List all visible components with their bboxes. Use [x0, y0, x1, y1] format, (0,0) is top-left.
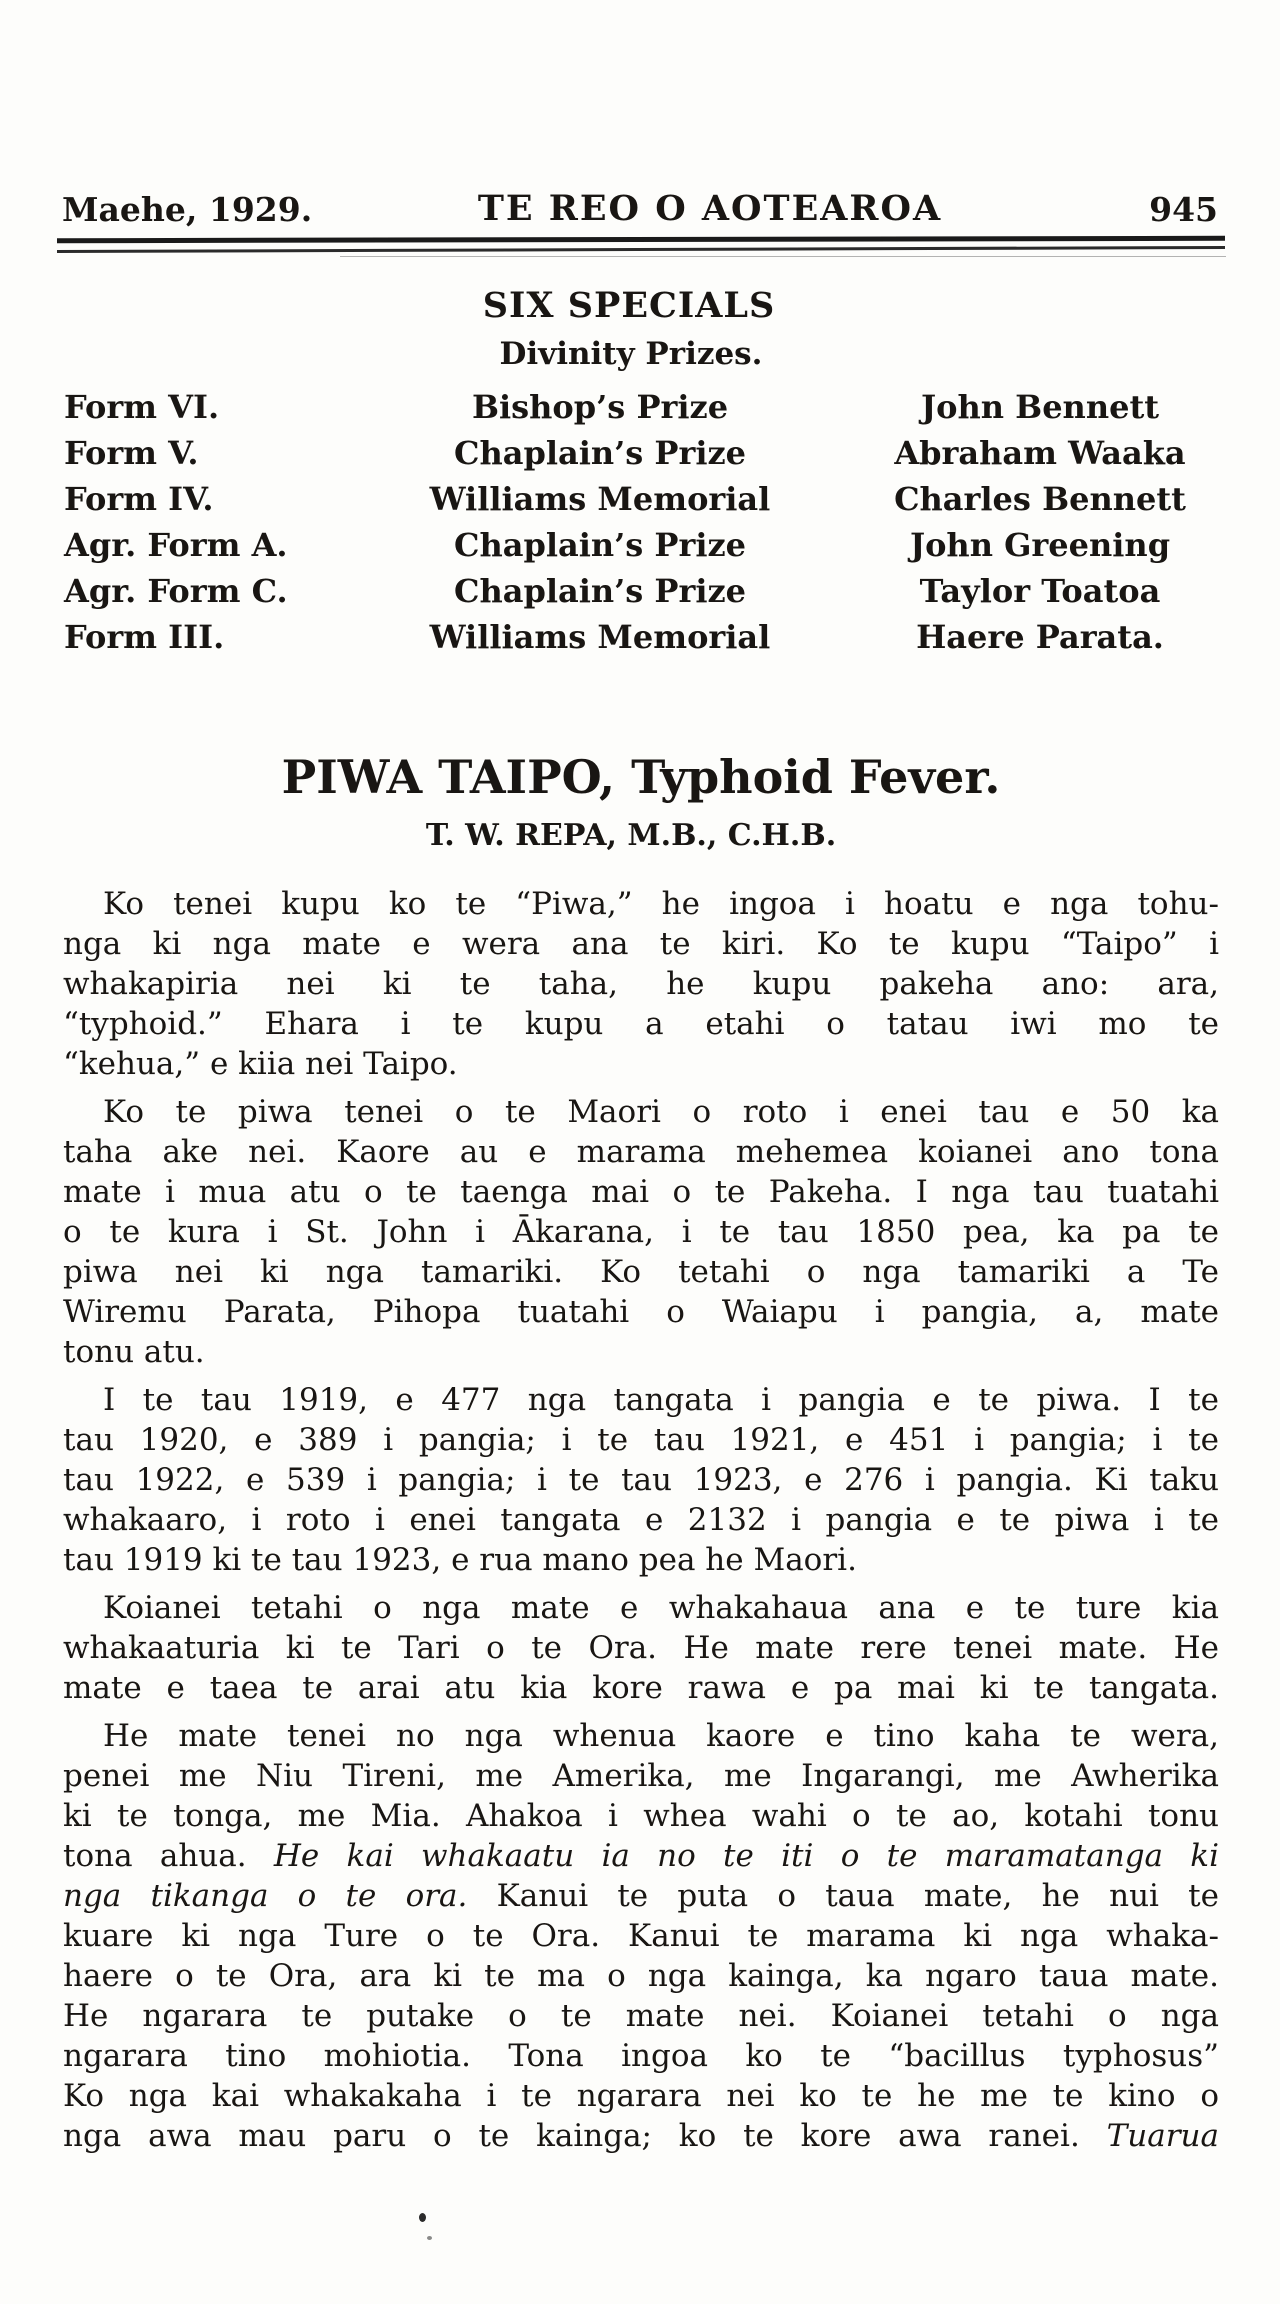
- prize-cell: Williams Memorial: [429, 480, 771, 518]
- recipient-cell: Abraham Waaka: [894, 434, 1186, 472]
- ink-speck: [427, 2236, 432, 2240]
- recipient-cell: John Greening: [909, 526, 1171, 564]
- body-line: [63, 1212, 1219, 1252]
- text-segment: Ko tenei kupu ko te “Piwa,” he ingoa i hoatu e nga tohu-: [103, 886, 1219, 922]
- body-line: [63, 1252, 1219, 1292]
- text-segment: He ngarara te putake o te mate nei. Koianei tetahi o nga: [63, 1998, 1219, 2034]
- body-line: [63, 924, 1219, 964]
- article-title: PIWA TAIPO, Typhoid Fever.: [281, 750, 1001, 804]
- header-date: Maehe, 1929.: [62, 190, 313, 229]
- specials-row: [0, 572, 1280, 618]
- form-cell: Form IV.: [64, 480, 214, 518]
- body-line: [63, 2076, 1219, 2116]
- form-cell: Agr. Form C.: [64, 572, 288, 610]
- text-segment: Tuarua: [1106, 2118, 1219, 2154]
- body-line: [63, 1004, 1219, 1044]
- ink-speck: [419, 2213, 426, 2222]
- text-segment: mate e taea te arai atu kia kore rawa e pa mai ki te tangata.: [63, 1670, 1219, 1706]
- body-line: [63, 1588, 1219, 1628]
- prize-cell: Chaplain’s Prize: [453, 434, 747, 472]
- body-line: [63, 1092, 1219, 1132]
- text-segment: Ko nga kai whakakaha i te ngarara nei ko te he me te kino o: [63, 2078, 1219, 2114]
- specials-table: [0, 388, 1280, 664]
- body-line: [63, 1420, 1219, 1460]
- specials-title: SIX SPECIALS: [482, 285, 776, 326]
- body-line: [63, 1540, 1219, 1580]
- form-cell: Form III.: [64, 618, 225, 656]
- article-byline: T. W. REPA, M.B., C.H.B.: [425, 818, 837, 853]
- recipient-cell: Taylor Toatoa: [919, 572, 1161, 610]
- header-rule-thick: [57, 236, 1225, 243]
- text-segment: whakapiria nei ki te taha, he kupu pakeha ano: ara,: [63, 966, 1219, 1002]
- body-line: [63, 964, 1219, 1004]
- header-rule-thin: [57, 246, 1225, 253]
- text-segment: He kai whakaatu ia no te iti o te maramatanga ki: [273, 1838, 1219, 1874]
- text-segment: tona ahua.: [63, 1838, 274, 1874]
- recipient-cell: John Bennett: [920, 388, 1159, 426]
- header-page-number: 945: [1149, 190, 1218, 229]
- text-segment: “typhoid.” Ehara i te kupu a etahi o tatau iwi mo te: [63, 1006, 1219, 1042]
- body-line: [63, 1460, 1219, 1500]
- body-line: [63, 1996, 1219, 2036]
- prize-cell: Williams Memorial: [429, 618, 771, 656]
- body-line: [63, 1796, 1219, 1836]
- text-segment: tau 1920, e 389 i pangia; i te tau 1921, e 451 i pangia; i te: [63, 1422, 1219, 1458]
- prize-cell: Bishop’s Prize: [471, 388, 729, 426]
- prize-cell: Chaplain’s Prize: [453, 572, 747, 610]
- paragraph: [63, 1380, 1219, 1580]
- specials-row: [0, 480, 1280, 526]
- text-segment: whakaaturia ki te Tari o te Ora. He mate rere tenei mate. He: [63, 1630, 1219, 1666]
- header-rule-faint: [340, 256, 1226, 257]
- text-segment: nga ki nga mate e wera ana te kiri. Ko te kupu “Taipo” i: [63, 926, 1219, 962]
- text-segment: whakaaro, i roto i enei tangata e 2132 i pangia e te piwa i te: [63, 1502, 1219, 1538]
- body-line: [63, 1716, 1219, 1756]
- body-line: [63, 1836, 1219, 1876]
- specials-subtitle: Divinity Prizes.: [499, 336, 763, 372]
- text-segment: nga awa mau paru o te kainga; ko te kore awa ranei.: [63, 2118, 1107, 2154]
- body-line: [63, 1956, 1219, 1996]
- specials-row: [0, 526, 1280, 572]
- text-segment: ki te tonga, me Mia. Ahakoa i whea wahi o te ao, kotahi tonu: [63, 1798, 1219, 1834]
- text-segment: tau 1922, e 539 i pangia; i te tau 1923, e 276 i pangia. Ki taku: [63, 1462, 1219, 1498]
- paragraph: [63, 1092, 1219, 1372]
- paragraph: [63, 1588, 1219, 1708]
- form-cell: Form V.: [64, 434, 199, 472]
- body-line: [63, 1876, 1219, 1916]
- body-line: [63, 1332, 1219, 1372]
- paragraph: [63, 1716, 1219, 2156]
- specials-row: [0, 618, 1280, 664]
- text-segment: piwa nei ki nga tamariki. Ko tetahi o nga tamariki a Te: [63, 1254, 1219, 1290]
- text-segment: taha ake nei. Kaore au e marama mehemea koianei ano tona: [63, 1134, 1219, 1170]
- article-body: [63, 884, 1219, 2164]
- text-segment: tonu atu.: [63, 1334, 205, 1370]
- text-segment: “kehua,” e kiia nei Taipo.: [63, 1046, 458, 1082]
- body-line: [63, 1172, 1219, 1212]
- body-line: [63, 2116, 1219, 2156]
- recipient-cell: Charles Bennett: [894, 480, 1186, 518]
- text-segment: tau 1919 ki te tau 1923, e rua mano pea he Maori.: [63, 1542, 857, 1578]
- paragraph: [63, 884, 1219, 1084]
- form-cell: Agr. Form A.: [64, 526, 288, 564]
- body-line: [63, 1132, 1219, 1172]
- body-line: [63, 884, 1219, 924]
- body-line: [63, 1292, 1219, 1332]
- text-segment: mate i mua atu o te taenga mai o te Pakeha. I nga tau tuatahi: [63, 1174, 1219, 1210]
- body-line: [63, 1380, 1219, 1420]
- text-segment: penei me Niu Tireni, me Amerika, me Ingarangi, me Awherika: [63, 1758, 1219, 1794]
- body-line: [63, 1916, 1219, 1956]
- body-line: [63, 1044, 1219, 1084]
- text-segment: kuare ki nga Ture o te Ora. Kanui te marama ki nga whaka-: [63, 1918, 1219, 1954]
- body-line: [63, 2036, 1219, 2076]
- body-line: [63, 1756, 1219, 1796]
- text-segment: haere o te Ora, ara ki te ma o nga kainga, ka ngaro taua mate.: [63, 1958, 1219, 1994]
- specials-row: [0, 388, 1280, 434]
- form-cell: Form VI.: [64, 388, 220, 426]
- header-journal-title: TE REO O AOTEAROA: [477, 188, 943, 229]
- text-segment: Wiremu Parata, Pihopa tuatahi o Waiapu i pangia, a, mate: [63, 1294, 1219, 1330]
- recipient-cell: Haere Parata.: [916, 618, 1164, 656]
- text-segment: I te tau 1919, e 477 nga tangata i pangia e te piwa. I te: [103, 1382, 1219, 1418]
- body-line: [63, 1500, 1219, 1540]
- text-segment: Kanui te puta o taua mate, he nui te: [467, 1878, 1219, 1914]
- prize-cell: Chaplain’s Prize: [453, 526, 747, 564]
- text-segment: Koianei tetahi o nga mate e whakahaua ana e te ture kia: [103, 1590, 1219, 1626]
- text-segment: ngarara tino mohiotia. Tona ingoa ko te “bacillus typhosus”: [63, 2038, 1219, 2074]
- text-segment: o te kura i St. John i Ākarana, i te tau 1850 pea, ka pa te: [63, 1214, 1219, 1250]
- text-segment: nga tikanga o te ora.: [63, 1878, 468, 1914]
- body-line: [63, 1628, 1219, 1668]
- text-segment: He mate tenei no nga whenua kaore e tino kaha te wera,: [103, 1718, 1219, 1754]
- specials-row: [0, 434, 1280, 480]
- body-line: [63, 1668, 1219, 1708]
- text-segment: Ko te piwa tenei o te Maori o roto i enei tau e 50 ka: [103, 1094, 1219, 1130]
